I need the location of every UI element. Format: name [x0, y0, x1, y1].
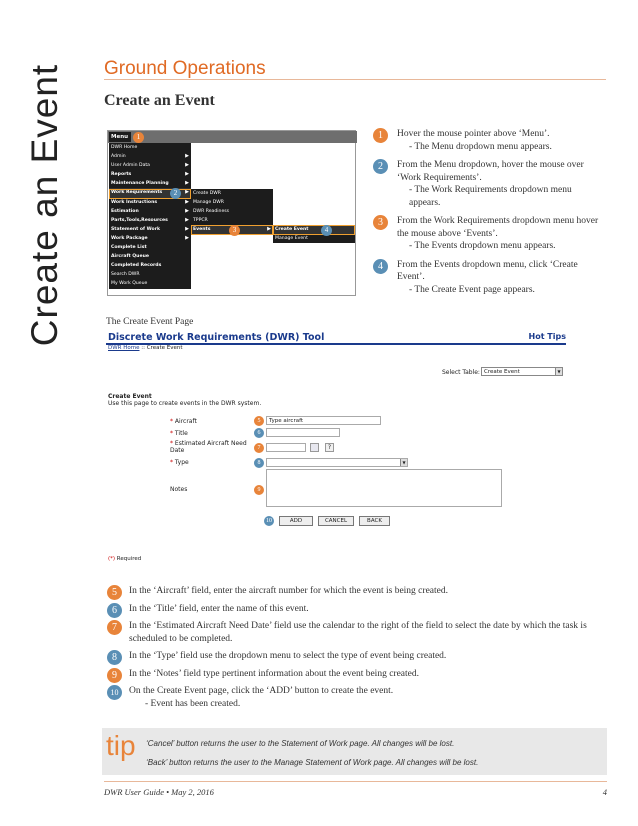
chevron-down-icon: ▼	[555, 368, 562, 375]
menu-item[interactable]: DWR Readiness	[193, 208, 230, 214]
menu-tab[interactable]: Menu	[109, 132, 131, 142]
menu-item[interactable]: Complete List	[111, 245, 147, 251]
menu-item[interactable]: Work Package ▶	[111, 234, 189, 241]
cancel-button[interactable]: CANCEL	[318, 516, 354, 526]
menu-item[interactable]: My Work Queue	[111, 281, 148, 287]
menu-item-work-requirements[interactable]: Work Requirements ▶	[109, 188, 191, 197]
tip-line-2: ‘Back’ button returns the user to the Manage Statement of Work page. All changes will be lost.	[146, 758, 479, 767]
menu-item[interactable]: User Admin Data ▶	[111, 162, 189, 169]
step-text: In the ‘Aircraft’ field, enter the aircraft number for which the event is being created.	[129, 586, 448, 596]
need-date-input[interactable]	[266, 443, 306, 452]
tip-line-1: ‘Cancel’ button returns the user to the Statement of Work page. All changes will be lost.	[146, 739, 455, 748]
type-label: * Type	[170, 459, 189, 466]
menu-item[interactable]: Maintenance Planning ▶	[111, 180, 189, 187]
calendar-icon[interactable]	[310, 443, 319, 452]
marker-6: 6	[254, 428, 264, 438]
step-number: 10	[107, 685, 122, 700]
footer-rule	[104, 781, 607, 782]
marker-1: 1	[133, 132, 144, 143]
step-text: In the ‘Type’ field use the dropdown menu to select the type of event being created.	[129, 651, 447, 661]
marker-2: 2	[170, 188, 181, 199]
step-number: 9	[107, 668, 122, 683]
step-3	[373, 215, 605, 253]
page-title: Create an Event	[104, 92, 215, 109]
step-text: In the ‘Estimated Aircraft Need Date’ field use the calendar to the right of the field to select the date by which the task is scheduled to be completed.	[129, 621, 587, 644]
marker-7: 7	[254, 443, 264, 453]
step-result: - The Menu dropdown menu appears.	[409, 141, 552, 152]
tip-box	[102, 728, 607, 775]
create-event-screenshot	[106, 331, 566, 567]
menu-item-create-event[interactable]: Create Event	[273, 225, 355, 234]
title-input[interactable]	[266, 428, 340, 437]
menu-item[interactable]: Work Instructions ▶	[111, 198, 189, 205]
header-rule	[104, 79, 606, 80]
steps-top	[373, 128, 605, 302]
step-8	[107, 650, 607, 663]
menu-item[interactable]: Aircraft Queue	[111, 254, 149, 260]
tip-label: tip	[106, 730, 136, 761]
menu-item[interactable]: DWR Home	[111, 145, 138, 150]
marker-10: 10	[266, 518, 272, 524]
need-date-label: * Estimated Aircraft Need Date	[170, 440, 247, 454]
section-title: Ground Operations	[104, 58, 266, 79]
menu-item[interactable]: Create DWR	[193, 190, 221, 196]
menu-item[interactable]: Statement of Work ▶	[111, 225, 189, 232]
menu-item-events[interactable]: Events ▶	[191, 225, 273, 234]
notes-label: Notes	[170, 486, 188, 493]
menu-item[interactable]: Search DWR	[111, 272, 140, 278]
add-button[interactable]: ADD	[279, 516, 313, 526]
step-result: - The Work Requirements dropdown menu appears.	[409, 185, 572, 208]
step-2	[373, 159, 605, 209]
step-7	[107, 620, 607, 645]
step-number: 6	[107, 603, 122, 618]
step-text: From the Menu dropdown, hover the mouse over ‘Work Requirements’.	[397, 160, 584, 183]
step-text: From the Events dropdown menu, click ‘Create Event’.	[397, 259, 578, 282]
marker-5: 5	[254, 416, 264, 426]
page-number: 4	[602, 787, 607, 797]
help-icon[interactable]: ?	[325, 443, 334, 452]
chevron-down-icon: ▼	[400, 459, 407, 466]
aircraft-label: * Aircraft	[170, 418, 197, 425]
step-text: On the Create Event page, click the ‘ADD’ button to create the event.	[129, 686, 394, 696]
menu-item-manage-event[interactable]: Manage Event	[275, 236, 308, 242]
menu-item[interactable]: Completed Records	[111, 263, 162, 269]
step-text: From the Work Requirements dropdown menu hover the mouse above ‘Events’.	[397, 216, 599, 239]
select-table-dropdown[interactable]: Create Event ▼	[481, 367, 563, 376]
step-text: In the ‘Notes’ field type pertinent information about the event being created.	[129, 668, 419, 679]
step-10	[107, 685, 607, 710]
step-4	[373, 259, 605, 297]
marker-9: 9	[254, 485, 264, 495]
step-number: 8	[107, 650, 122, 665]
step-1	[373, 128, 605, 153]
highlight-box	[273, 225, 355, 235]
step-number: 2	[373, 159, 388, 174]
step-text: In the ‘Title’ field, enter the name of this event.	[129, 603, 309, 614]
notes-textarea[interactable]	[266, 469, 502, 507]
marker-3: 3	[229, 225, 240, 236]
step-6	[107, 603, 607, 616]
menu-item[interactable]: Parts,Tools,Resources ▶	[111, 216, 189, 223]
marker-8: 8	[254, 458, 264, 468]
menu-item[interactable]: Reports ▶	[111, 171, 189, 178]
figure-caption: The Create Event Page	[106, 317, 194, 327]
step-number: 4	[373, 259, 388, 274]
menu-item[interactable]: TPPCR	[193, 217, 208, 223]
select-table-label: Select Table:	[442, 369, 480, 376]
back-button[interactable]: BACK	[359, 516, 390, 526]
breadcrumb-home-link[interactable]: DWR Home	[108, 345, 140, 351]
menu-topbar	[108, 131, 357, 143]
step-result: - The Events dropdown menu appears.	[409, 241, 556, 251]
menu-item[interactable]: Estimation ▶	[111, 207, 189, 214]
step-5	[107, 585, 607, 598]
step-number: 7	[107, 620, 122, 635]
menu-item[interactable]: Manage DWR	[193, 199, 224, 205]
step-text: Hover the mouse pointer above ‘Menu’.	[397, 129, 550, 139]
step-number: 5	[107, 585, 122, 600]
step-result: - Event has been created.	[145, 698, 241, 709]
required-note: (*) Required	[108, 556, 142, 562]
steps-bottom	[107, 585, 607, 715]
step-result: - The Create Event page appears.	[409, 284, 535, 295]
aircraft-input[interactable]: Type aircraft	[266, 416, 381, 425]
main-menu	[109, 143, 191, 289]
menu-screenshot	[107, 130, 356, 296]
step-9	[107, 668, 607, 681]
side-title: Create an Event	[24, 63, 65, 347]
form-description: Use this page to create events in the DWR system.	[108, 400, 262, 407]
type-dropdown[interactable]	[266, 458, 408, 467]
step-number: 1	[373, 128, 388, 143]
marker-4: 4	[321, 225, 332, 236]
footer-text: DWR User Guide • May 2, 2016	[104, 787, 214, 797]
title-label: * Title	[170, 430, 188, 437]
hot-tips-link[interactable]: Hot Tips	[528, 332, 566, 341]
menu-item[interactable]: Admin ▶	[111, 153, 189, 160]
breadcrumb: DWR Home :: Create Event	[108, 345, 183, 351]
step-number: 3	[373, 215, 388, 230]
form-heading: Create Event	[108, 393, 152, 400]
tool-title: Discrete Work Requirements (DWR) Tool	[108, 332, 325, 343]
